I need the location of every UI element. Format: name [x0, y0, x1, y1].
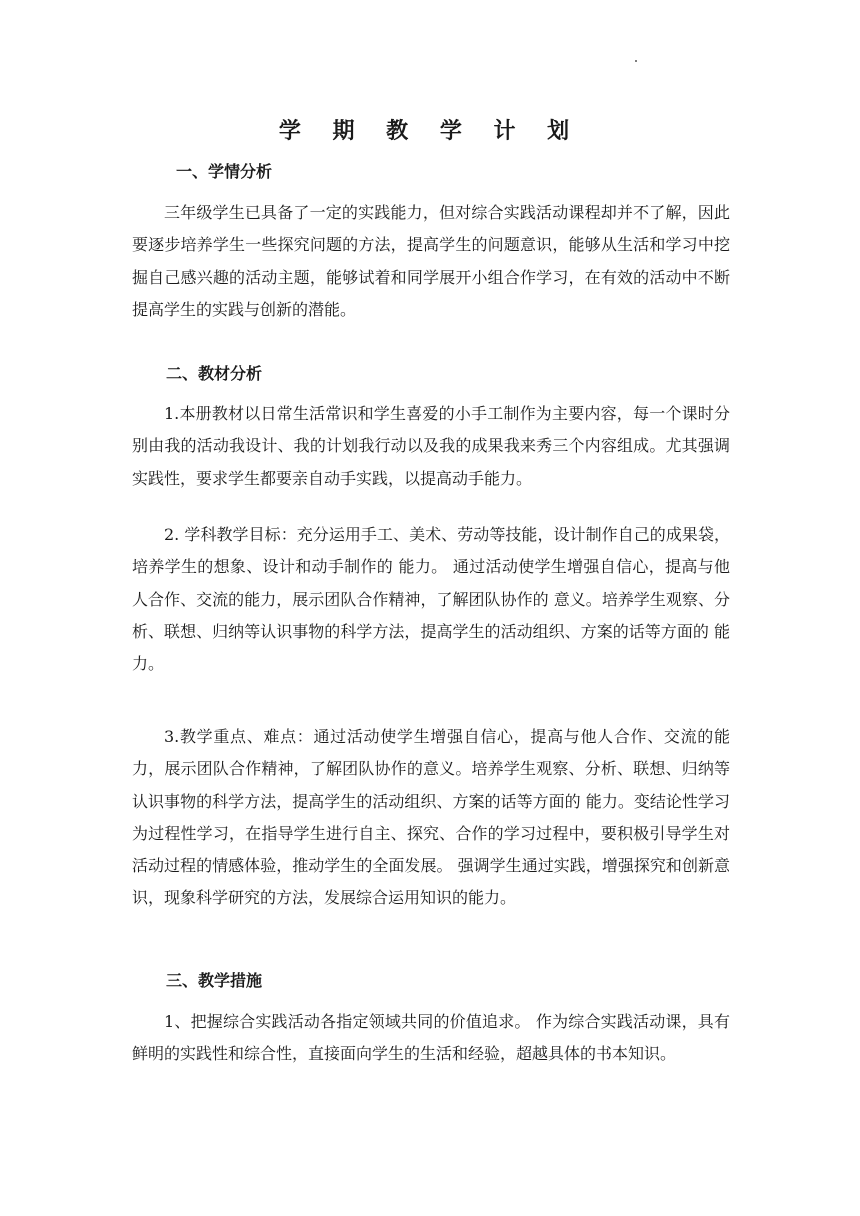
section-heading-learning-analysis: 一、学情分析 — [176, 162, 273, 181]
section-heading-textbook-analysis: 二、教材分析 — [166, 364, 263, 383]
document-title: 学 期 教 学 计 划 — [278, 118, 582, 144]
paragraph-teaching-goals: 2. 学科教学目标：充分运用手工、美术、劳动等技能，设计制作自己的成果袋，培养学生的想象、设计和动手制作的 能力。 通过活动使学生增强自信心，提高与他人合作、交流的能力，展示团队合作精神，了解团队协作的 意义。培养学生观察、分析、联想、归纳等认识事物的科学方法，提高学生的活动组织、方案的话等方面的 能力。 — [132, 525, 730, 674]
section-heading-teaching-measures: 三、教学措施 — [166, 971, 263, 990]
paragraph-learning-analysis: 三年级学生已具备了一定的实践能力，但对综合实践活动课程却并不了解，因此要逐步培养学生一些探究问题的方法，提高学生的问题意识，能够从生活和学习中挖掘自己感兴趣的活动主题，能够试着和同学展开小组合作学习，在有效的活动中不断提高学生的实践与创新的潜能。 — [132, 203, 730, 319]
paragraph-key-points: 3.教学重点、难点：通过活动使学生增强自信心，提高与他人合作、交流的能力，展示团队合作精神，了解团队协作的意义。培养学生观察、分析、联想、归纳等认识事物的科学方法，提高学生的活动组织、方案的话等方面的 能力。变结论性学习为过程性学习，在指导学生进行自主、探究、合作的学习过程中，要积极引导学生对 活动过程的情感体验，推动学生的全面发展。 强调学生通过实践，增强探究和创新意识，现象科学研究的方法，发展综合运用知识的能力。 — [132, 727, 730, 908]
paragraph-textbook-1: 1.本册教材以日常生活常识和学生喜爱的小手工制作为主要内容，每一个课时分别由我的活动我设计、我的计划我行动以及我的成果我来秀三个内容组成。尤其强调实践性，要求学生都要亲自动手实践，以提高动手能力。 — [132, 404, 730, 488]
page-mark — [635, 60, 637, 62]
paragraph-measures-1: 1、把握综合实践活动各指定领域共同的价值追求。 作为综合实践活动课，具有鲜明的实践性和综合性，直接面向学生的生活和经验，超越具体的书本知识。 — [132, 1012, 730, 1064]
